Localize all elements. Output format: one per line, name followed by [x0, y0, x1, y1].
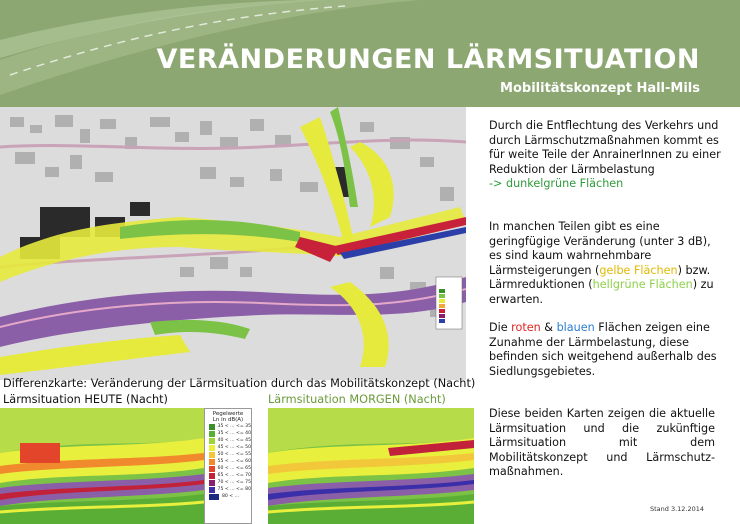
legend-entry — [209, 465, 251, 472]
intro-paragraph — [489, 119, 721, 192]
legend-label: 50 < ... <= 55 — [217, 452, 251, 457]
legend-title-line1: Pegelwerte — [212, 411, 244, 417]
legend-entries — [205, 423, 251, 500]
legend-swatch — [209, 424, 215, 430]
legend-label: 65 < ... <= 70 — [217, 473, 251, 478]
legend-entry — [209, 493, 251, 500]
legend-label: 80 < ... — [222, 494, 239, 499]
noise-level-legend — [204, 408, 252, 524]
legend-entry — [209, 444, 251, 451]
legend-entry — [209, 437, 251, 444]
legend-label: 35 < ... <= 35 — [217, 424, 251, 429]
legend-entry — [209, 458, 251, 465]
legend-entry — [209, 486, 251, 493]
blue-areas-label: blauen — [556, 321, 595, 334]
dark-green-hint: -> dunkelgrüne Flächen — [489, 177, 624, 191]
legend-swatch — [209, 494, 219, 500]
legend-swatch — [209, 452, 215, 458]
legend-entry — [209, 451, 251, 458]
light-green-areas-label: hellgrüne Flächen — [592, 278, 693, 292]
difference-map — [0, 107, 466, 380]
tomorrow-map-caption: Lärmsituation MORGEN (Nacht) — [268, 393, 446, 406]
minor-change-text-c: ) zu erwarten. — [489, 278, 714, 306]
legend-label: 60 < ... <= 65 — [217, 466, 251, 471]
increase-text-b: & — [540, 321, 557, 334]
today-map-graphic — [0, 408, 204, 524]
header-banner — [0, 0, 740, 107]
page-subtitle: Mobilitätskonzept Hall-Mils — [500, 81, 700, 96]
legend-entry — [209, 423, 251, 430]
legend-swatch — [209, 459, 215, 465]
legend-swatch — [209, 438, 215, 444]
intro-text: Durch die Entflechtung des Verkehrs und durch Lärmschutzmaßnahmen kommt es für weite Teile der AnrainerInnen zu einer Reduktion der Lärmbelastung — [489, 119, 721, 176]
legend-label: 75 < ... <= 80 — [217, 487, 251, 492]
difference-map-graphic — [0, 107, 466, 380]
legend-label: 40 < ... <= 45 — [217, 438, 251, 443]
legend-swatch — [209, 480, 215, 486]
legend-label: 55 < ... <= 60 — [217, 459, 251, 464]
increase-text-c: Flächen zeigen eine Zunahme der Lärmbelastung, diese befinden sich weitgehend außerhalb des Siedlungsgebietes. — [489, 321, 717, 378]
tomorrow-map — [268, 408, 474, 524]
tomorrow-map-graphic — [268, 408, 474, 524]
minor-change-paragraph — [489, 220, 721, 308]
increase-paragraph — [489, 321, 721, 379]
legend-swatch — [209, 466, 215, 472]
legend-entry — [209, 430, 251, 437]
today-map-caption: Lärmsituation HEUTE (Nacht) — [3, 393, 168, 406]
legend-label: 70 < ... <= 75 — [217, 480, 251, 485]
legend-swatch — [209, 445, 215, 451]
minor-change-text-a: In manchen Teilen gibt es eine geringfügige Veränderung (unter 3 dB), es sind kaum wahrnehmbare Lärmsteigerungen ( — [489, 220, 711, 277]
legend-swatch — [209, 473, 215, 479]
date-stamp: Stand 3.12.2014 — [650, 505, 705, 513]
legend-label: 35 < ... <= 40 — [217, 431, 251, 436]
yellow-areas-label: gelbe Flächen — [599, 263, 678, 277]
legend-swatch — [209, 431, 215, 437]
legend-entry — [209, 472, 251, 479]
legend-entry — [209, 479, 251, 486]
legend-label: 45 < ... <= 50 — [217, 445, 251, 450]
increase-text-a: Die — [489, 321, 512, 334]
minor-change-text-b: ) bzw. Lärmreduktionen ( — [489, 263, 711, 292]
red-areas-label: roten — [511, 321, 541, 334]
difference-map-caption: Differenzkarte: Veränderung der Lärmsituation durch das Mobilitätskonzept (Nacht) — [3, 377, 476, 390]
today-map — [0, 408, 204, 524]
legend-title-line2: Ln in dB(A) — [212, 417, 244, 423]
maps-paragraph: Diese beiden Karten zeigen die aktuelle Lärmsituation und die zukünftige Lärmsituation mit dem Mobilitätskonzept und Lärmschutz-maßnahmen. — [489, 407, 715, 479]
legend-swatch — [209, 487, 215, 493]
legend-title — [205, 409, 251, 423]
page-title: VERÄNDERUNGEN LÄRMSITUATION — [156, 44, 700, 75]
